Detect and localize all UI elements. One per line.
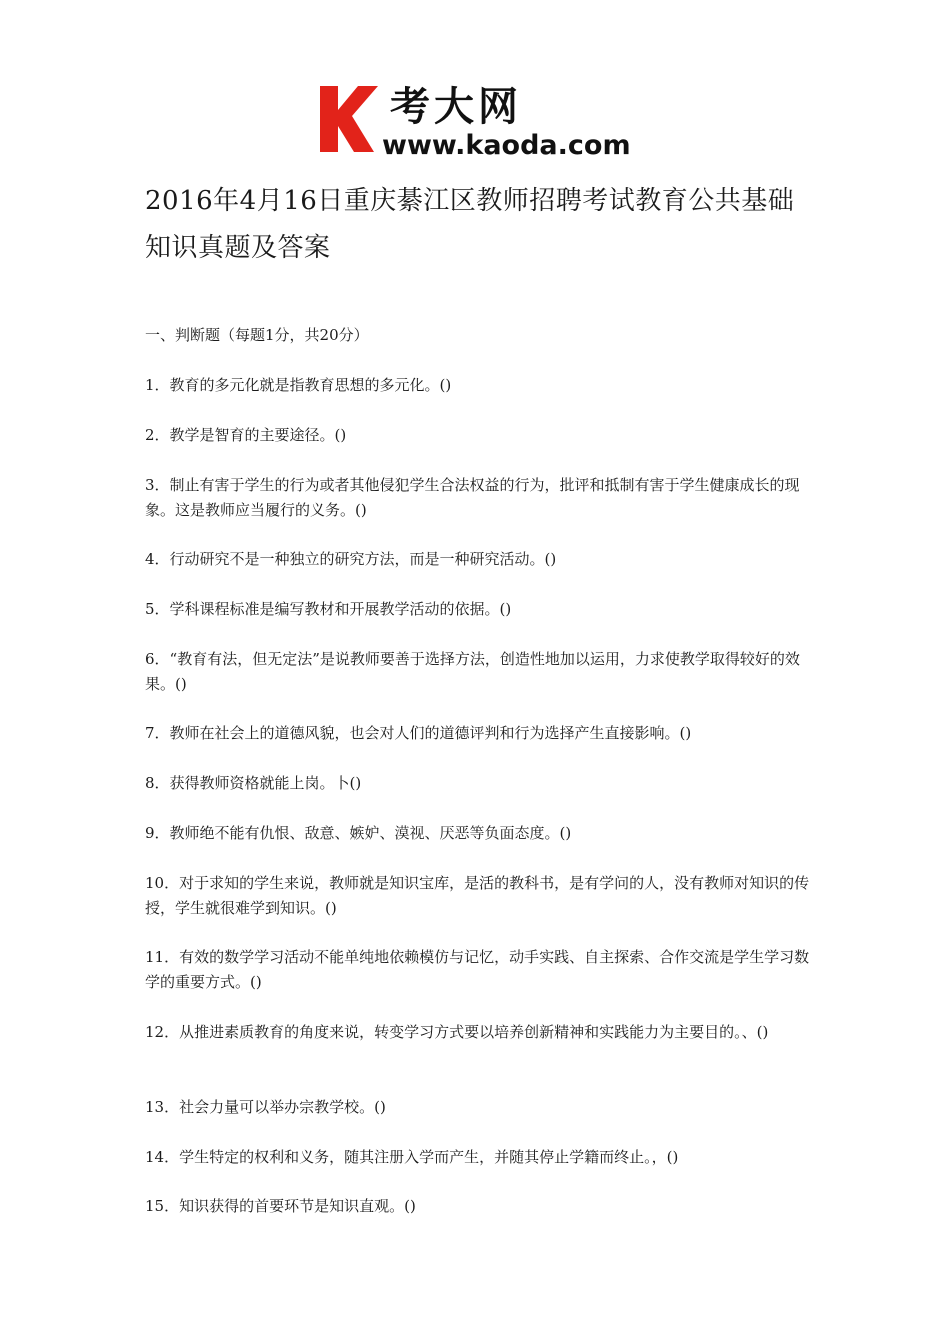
question-item: 10．对于求知的学生来说，教师就是知识宝库，是活的教科书，是有学问的人，没有教师对知识的传授，学生就很难学到知识。() [145, 874, 810, 917]
question-item: 15．知识获得的首要环节是知识直观。() [145, 1197, 416, 1215]
logo-k-letter [320, 86, 378, 152]
question-item: 6．“教育有法，但无定法”是说教师要善于选择方法，创造性地加以运用，力求使教学取得较好的效果。() [145, 650, 800, 693]
question-item: 13．社会力量可以举办宗教学校。() [145, 1098, 386, 1116]
question-item: 14．学生特定的权利和义务，随其注册入学而产生，并随其停止学籍而终止。，() [145, 1148, 679, 1166]
section-heading: 一、判断题（每题1分，共20分） [145, 326, 369, 344]
question-item: 1．教育的多元化就是指教育思想的多元化。() [145, 376, 452, 394]
question-item: 12．从推进素质教育的角度来说，转变学习方式要以培养创新精神和实践能力为主要目的。、() [145, 1023, 769, 1041]
question-item: 11．有效的数学学习活动不能单纯地依赖模仿与记忆，动手实践、自主探索、合作交流是学生学习数学的重要方式。() [145, 948, 810, 991]
question-item: 8．获得教师资格就能上岗。卜() [145, 774, 362, 792]
question-item: 9．教师绝不能有仇恨、敌意、嫉妒、漠视、厌恶等负面态度。() [145, 824, 572, 842]
question-item: 2．教学是智育的主要途径。() [145, 426, 347, 444]
logo-brand-text: 考大网 [390, 84, 522, 130]
document-title: 2016年4月16日重庆綦江区教师招聘考试教育公共基础知识真题及答案 [145, 186, 795, 263]
kaoda-logo-graphic [318, 80, 638, 160]
logo-url-text: www.kaoda.com [382, 130, 631, 160]
kaoda-logo [318, 80, 638, 160]
question-item: 3．制止有害于学生的行为或者其他侵犯学生合法权益的行为，批评和抵制有害于学生健康成长的现象。这是教师应当履行的义务。() [145, 476, 800, 519]
question-item: 7．教师在社会上的道德风貌，也会对人们的道德评判和行为选择产生直接影响。() [145, 724, 692, 742]
question-item: 5．学科课程标准是编写教材和开展教学活动的依据。() [145, 600, 512, 618]
question-item: 4．行动研究不是一种独立的研究方法，而是一种研究活动。() [145, 550, 557, 568]
